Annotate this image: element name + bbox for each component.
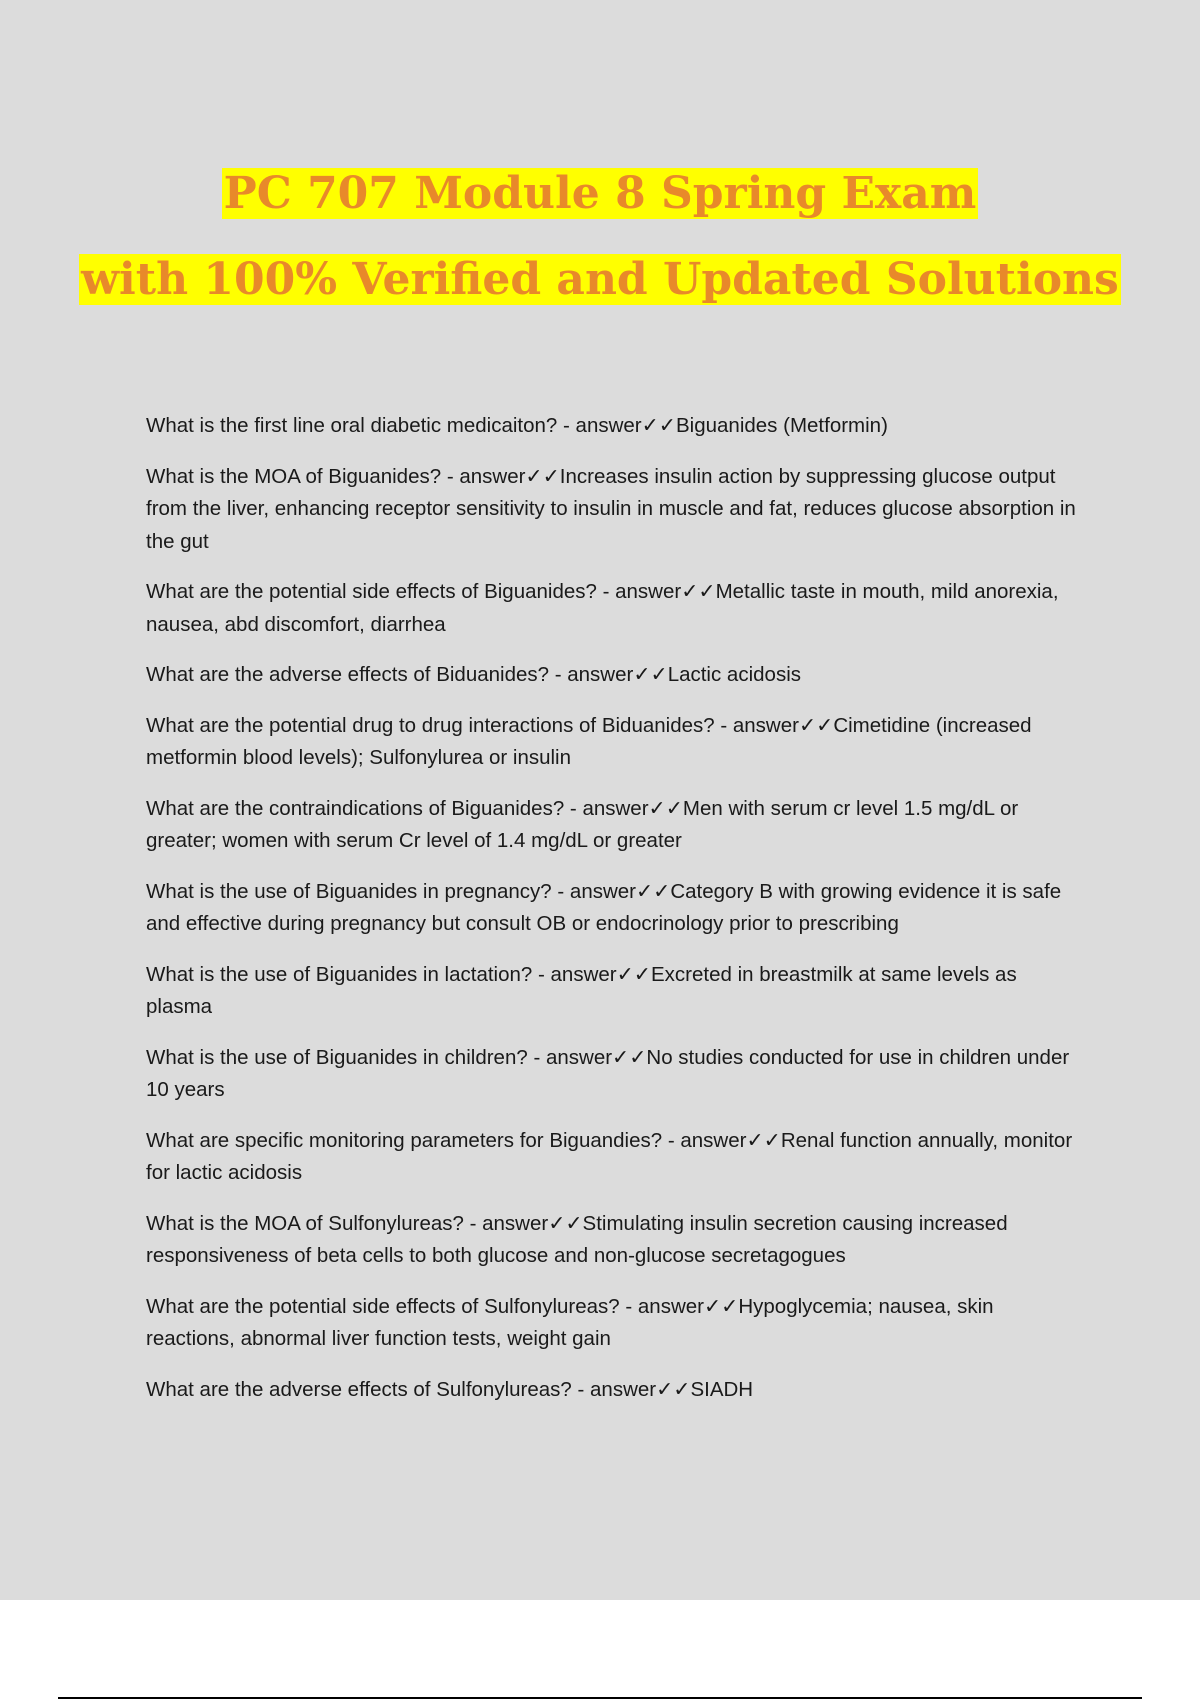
qa-item: What is the use of Biguanides in lactation? - answer✓✓Excreted in breastmilk at same levels as plasma: [146, 962, 1017, 1018]
footer-rule: [58, 1697, 1142, 1699]
qa-item: What are the contraindications of Biguanides? - answer✓✓Men with serum cr level 1.5 mg/dL or greater; women with serum Cr level of 1.4 mg/dL or greater: [146, 796, 1019, 852]
title-line-2: [0, 254, 1200, 306]
title-line-2-text: with 100% Verified and Updated Solutions: [81, 254, 1119, 305]
qa-list: [146, 410, 1086, 1424]
qa-item: What are the adverse effects of Sulfonylureas? - answer✓✓SIADH: [146, 1377, 754, 1401]
qa-item: What is the use of Biguanides in pregnancy? - answer✓✓Category B with growing evidence it is safe and effective during pregnancy but consult OB or endocrinology prior to prescribing: [146, 879, 1062, 935]
qa-item: What are the adverse effects of Biduanides? - answer✓✓Lactic acidosis: [146, 663, 801, 686]
qa-item: What are specific monitoring parameters for Biguandies? - answer✓✓Renal function annually, monitor for lactic acidosis: [146, 1128, 1073, 1184]
title-line-1-text: PC 707 Module 8 Spring Exam: [223, 168, 977, 219]
qa-item: What are the potential side effects of Biguanides? - answer✓✓Metallic taste in mouth, mild anorexia, nausea, abd discomfort, diarrhea: [146, 580, 1059, 636]
qa-item: What are the potential drug to drug interactions of Biduanides? - answer✓✓Cimetidine (increased metformin blood levels); Sulfonylurea or insulin: [146, 713, 1032, 769]
qa-item: What is the MOA of Biguanides? - answer✓✓Increases insulin action by suppressing glucose output from the liver, enhancing receptor sensitivity to insulin in muscle and fat, reduces glucose absorption in the gut: [146, 464, 1076, 553]
title-line-1: [0, 168, 1200, 220]
qa-item: What is the first line oral diabetic medicaiton? - answer✓✓Biguanides (Metformin): [146, 414, 888, 437]
qa-item: What is the MOA of Sulfonylureas? - answer✓✓Stimulating insulin secretion causing increased responsiveness of beta cells to both glucose and non-glucose secretagogues: [146, 1211, 1008, 1267]
document-title: [0, 168, 1200, 340]
qa-item: What is the use of Biguanides in children? - answer✓✓No studies conducted for use in children under 10 years: [146, 1045, 1070, 1101]
qa-item: What are the potential side effects of Sulfonylureas? - answer✓✓Hypoglycemia; nausea, skin reactions, abnormal liver function tests, weight gain: [146, 1294, 994, 1350]
